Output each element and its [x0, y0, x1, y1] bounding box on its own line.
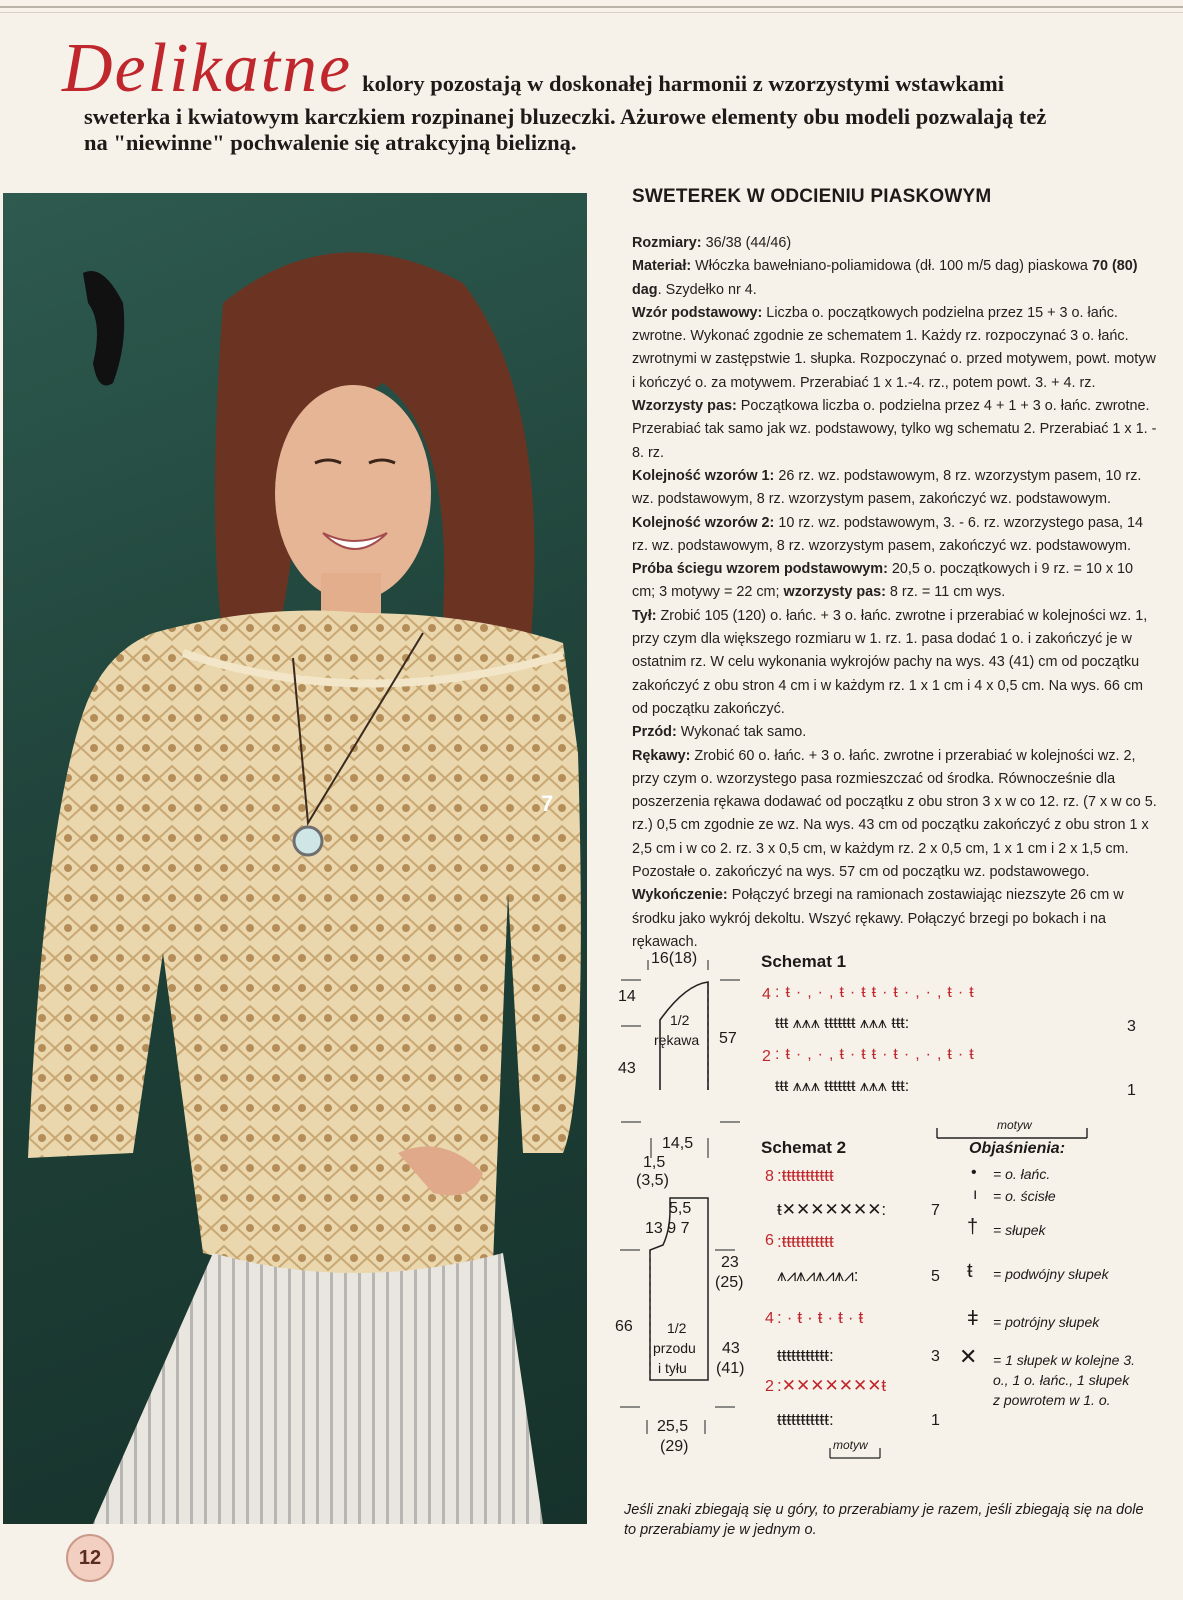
label-basic-stitch: Wzór podstawowy:: [632, 304, 763, 321]
schemat1-row-2: 2: [762, 1048, 771, 1065]
text-material: Włóczka bawełniano-poliamidowa (dł. 100 m/5 dag) piaskowa: [691, 258, 1092, 275]
body-bottom-2: (29): [660, 1438, 689, 1455]
footnote: Jeśli znaki zbiegają się u góry, to przerabiamy je razem, jeśli zbiegają się na dole to przerabiamy je w jednym o.: [624, 1502, 1144, 1538]
sleeve-label-2: rękawa: [654, 1032, 700, 1048]
schemat2-row-8: 8: [765, 1168, 774, 1185]
label-order-2: Kolejność wzorów 2:: [632, 514, 775, 531]
schemat2-title: Schemat 2: [761, 1138, 847, 1157]
paragraph-front: [632, 721, 1158, 744]
label-sleeves: Rękawy:: [632, 747, 691, 764]
page-number: 12: [66, 1534, 114, 1582]
paragraph-sizes: [632, 232, 1158, 255]
pattern-body: [632, 232, 1158, 954]
paragraph-order-1: [632, 465, 1158, 512]
schemat2-row-3: 3: [931, 1348, 940, 1365]
label-front: Przód:: [632, 724, 677, 741]
schemat2-row-6: 6: [765, 1232, 774, 1249]
label-back: Tył:: [632, 607, 657, 624]
schemat2-motif-label: motyw: [833, 1438, 868, 1452]
top-rule-thin: [0, 12, 1183, 13]
schemat1-stitches-row2: :ŧ·,·,ŧ·ŧŧ·ŧ·,·,ŧ·ŧ: [775, 1046, 980, 1063]
body-lower-2: (41): [716, 1360, 745, 1377]
schemat2-stitches-row2: :✕✕✕✕✕✕✕ŧ: [777, 1376, 887, 1395]
sleeve-bottom-width: 14,5: [662, 1135, 694, 1152]
model-photo: [3, 193, 587, 1524]
text-finishing: Połączyć brzegi na ramionach zostawiając niezszyte 26 cm w środku jako wykrój dekoltu. Wszyć rękawy. Połączyć brzegi po bokach i na rękawach.: [632, 887, 1124, 950]
schemat1-stitches-row4: :ŧ·,·,ŧ·ŧŧ·ŧ·,·,ŧ·ŧ: [775, 984, 980, 1001]
gauge-tail: 8 rz. = 11 cm wys.: [885, 584, 1006, 601]
title-word: Delikatne: [62, 30, 353, 107]
text-sizes: 36/38 (44/46): [701, 235, 792, 251]
schemat2-row-1: 1: [931, 1412, 940, 1429]
schemat2-row-4: 4: [765, 1310, 774, 1327]
schemat1-motif-label: motyw: [997, 1118, 1032, 1132]
top-rule: [0, 6, 1183, 8]
sleeve-label-1: 1/2: [670, 1012, 690, 1028]
text-sleeves: Zrobić 60 o. łańc. + 3 o. łańc. zwrotne i przerabiać w kolejności wz. 2, przy czym o. wzorzystego pasa rozmieszczać od środka. Równocześnie dla poszerzenia rękawa dodawać od początku z obu stron 3 x w co 12. rz. (7 x w co 5. rz.) 0,5 cm zgodnie ze wz. Na wys. 43 cm od początku zakończyć z obu stron 1 x 2,5 cm i w co 2. rz. 3 x 0,5 cm, w każdym rz. 2 x 0,5 cm, 1 x 1 cm i 2 x 1,5 cm. Pozostałe o. zakończyć na wys. 57 cm od początku wz. podstawowego.: [632, 747, 1157, 881]
material-tail: . Szydełko nr 4.: [657, 281, 757, 298]
schemat2-stitches-row4: :·ŧ·ŧ·ŧ·ŧ: [777, 1308, 869, 1327]
text-order-2: 10 rz. wz. podstawowym, 3. - 6. rz. wzorzystego pasa, 14 rz. wz. podstawowym, 8 rz. wzorzystym pasem, zakończyć wz. podstawowym.: [632, 514, 1144, 554]
legend-text-chain: = o. łańc.: [993, 1166, 1051, 1182]
schemat2-stitches-row7: ŧ✕✕✕✕✕✕✕:: [777, 1200, 887, 1219]
tick-icon: ı: [973, 1186, 978, 1203]
material-amount: 70 (80) dag: [632, 258, 1138, 298]
body-top-split: 13 9 7: [645, 1220, 690, 1237]
paragraph-gauge: [632, 558, 1158, 605]
schemat1-stitches-row1: ŧŧŧ ⩚⩚⩚ ŧŧŧŧŧŧŧ ⩚⩚⩚ ŧŧŧ:: [775, 1078, 910, 1095]
text-basic-stitch: Liczba o. początkowych podzielna przez 15 + 3 o. łańc. zwrotne. Wykonać zgodnie ze schematem 1. Każdy rz. rozpoczynać 3 o. łańc. zwrotnymi w zastępstwie 1. słupka. Rozpoczynać o. przed motywem, powt. motyw i kończyć o. za motywem. Przerabiać 1 x 1.-4. rz., potem powt. 3. + 4. rz.: [632, 304, 1156, 391]
gauge-band-label: wzorzysty pas:: [783, 584, 886, 601]
schemat2-stitches-row3: ŧŧŧŧŧŧŧŧŧŧŧ:: [777, 1346, 834, 1365]
dtr-icon: ǂ: [967, 1308, 979, 1330]
schemat2-row-5: 5: [931, 1268, 940, 1285]
lead-line-3: na "niewinne" pochwalenie się atrakcyjną bielizną.: [84, 130, 577, 155]
lead-line-1: kolory pozostają w doskonałej harmonii z wzorzystymi wstawkami: [362, 71, 1004, 96]
pattern-heading: SWETEREK W ODCIENIU PIASKOWYM: [632, 186, 992, 207]
body-label-3: i tyłu: [658, 1360, 687, 1376]
label-sizes: Rozmiary:: [632, 235, 702, 251]
schemat2-stitches-row8: :ŧŧŧŧŧŧŧŧŧŧŧ: [777, 1166, 834, 1185]
body-top-mid: 5,5: [669, 1200, 692, 1217]
schemat1-stitches-row3: ŧŧŧ ⩚⩚⩚ ŧŧŧŧŧŧŧ ⩚⩚⩚ ŧŧŧ:: [775, 1015, 910, 1032]
text-back: Zrobić 105 (120) o. łańc. + 3 o. łańc. zwrotne i przerabiać w kolejności wz. 1, przy czym dla większego rozmiaru w 1. rz. 1. pasa dodać 1 o. i zakończyć je w ostatnim rz. W celu wykonania wykrojów pachy na wys. 43 (41) cm od początku zakończyć z obu stron 4 cm i w każdym rz. 1 x 1 cm i 4 x 0,5 cm. Na wys. 66 cm od początku zakończyć.: [632, 607, 1148, 717]
face-shape: [275, 385, 431, 601]
model-number: 7: [541, 791, 554, 816]
legend-text-tr: = podwójny słupek: [993, 1266, 1109, 1282]
schemat2-stitches-row1: ŧŧŧŧŧŧŧŧŧŧŧ:: [777, 1410, 834, 1429]
paragraph-sleeves: [632, 745, 1158, 885]
lead-line-2: sweterka i kwiatowym karczkiem rozpinanej bluzeczki. Ażurowe elementy obu modeli pozwalają też: [84, 104, 1047, 129]
dc-icon: †: [967, 1216, 979, 1238]
label-finishing: Wykończenie:: [632, 887, 728, 904]
paragraph-order-2: [632, 512, 1158, 559]
schemat1-row-1: 1: [1127, 1082, 1136, 1099]
schemat2-row-7: 7: [931, 1202, 940, 1219]
sleeve-side-1: 1,5: [643, 1154, 666, 1171]
sleeve-top-width: 16(18): [651, 950, 698, 967]
headline: [62, 30, 1142, 156]
label-pattern-band: Wzorzysty pas:: [632, 398, 737, 415]
sleeve-lower-height: 43: [618, 1060, 636, 1077]
legend-text-cross: = 1 słupek w kolejne 3. o., 1 o. łańc., 1 słupek z powrotem w 1. o.: [993, 1352, 1136, 1408]
legend-title: Objaśnienia:: [969, 1140, 1066, 1157]
paragraph-basic-stitch: [632, 302, 1158, 395]
body-armhole-2: (25): [715, 1274, 744, 1291]
body-label-1: 1/2: [667, 1320, 687, 1336]
trousers-shape: [93, 1253, 543, 1524]
diagrams-area: [615, 950, 1175, 1480]
label-gauge: Próba ściegu wzorem podstawowym:: [632, 561, 888, 578]
schemat1-row-4: 4: [762, 986, 771, 1003]
paragraph-material: [632, 255, 1158, 302]
legend-text-slip: = o. ścisłe: [993, 1188, 1056, 1204]
dot-icon: •: [971, 1164, 977, 1181]
body-lower-1: 43: [722, 1340, 740, 1357]
schemat1-row-3: 3: [1127, 1018, 1136, 1035]
text-order-1: 26 rz. wz. podstawowym, 8 rz. wzorzystym pasem, 10 rz. wz. podstawowym, 8 rz. wzorzystym pasem, zakończyć wz. podstawowym.: [632, 467, 1142, 508]
label-order-1: Kolejność wzorów 1:: [632, 467, 775, 484]
body-label-2: przodu: [653, 1340, 696, 1356]
sleeve-total-height: 57: [719, 1030, 737, 1047]
body-armhole-1: 23: [721, 1254, 739, 1271]
legend-text-dtr: = potrójny słupek: [993, 1314, 1100, 1330]
text-gauge: 20,5 o. początkowych i 9 rz. = 10 x 10 cm; 3 motywy = 22 cm;: [632, 561, 1134, 601]
body-total-height: 66: [615, 1318, 633, 1335]
hairclip-shape: [83, 271, 124, 386]
legend-text-dc: = słupek: [993, 1222, 1046, 1238]
paragraph-finishing: [632, 884, 1158, 954]
schemat2-row-2: 2: [765, 1378, 774, 1395]
cross-icon: ✕: [959, 1344, 978, 1369]
tr-icon: ŧ: [967, 1260, 973, 1282]
sleeve-cap-height: 14: [618, 988, 636, 1005]
model-illustration: [3, 193, 587, 1524]
paragraph-back: [632, 605, 1158, 721]
text-pattern-band: Początkowa liczba o. podzielna przez 4 + 1 + 3 o. łańc. zwrotne. Przerabiać tak samo jak wz. podstawowy, tylko wg schematu 2. Przerabiać 1 x 1. - 8. rz.: [632, 398, 1157, 461]
text-front: Wykonać tak samo.: [676, 724, 807, 741]
label-material: Materiał:: [632, 258, 692, 275]
schemat2-stitches-row6: :ŧŧŧŧŧŧŧŧŧŧŧ: [777, 1232, 834, 1251]
schemat2-stitches-row5: ⩚⩘⩚⩘⩚⩘⩚⩘:: [777, 1266, 859, 1285]
sweater-shape: [28, 611, 581, 1276]
body-bottom-1: 25,5: [657, 1418, 689, 1435]
sleeve-side-2: (3,5): [636, 1172, 669, 1189]
schemat1-title: Schemat 1: [761, 952, 847, 971]
paragraph-pattern-band: [632, 395, 1158, 465]
pattern-column: [632, 186, 1158, 954]
